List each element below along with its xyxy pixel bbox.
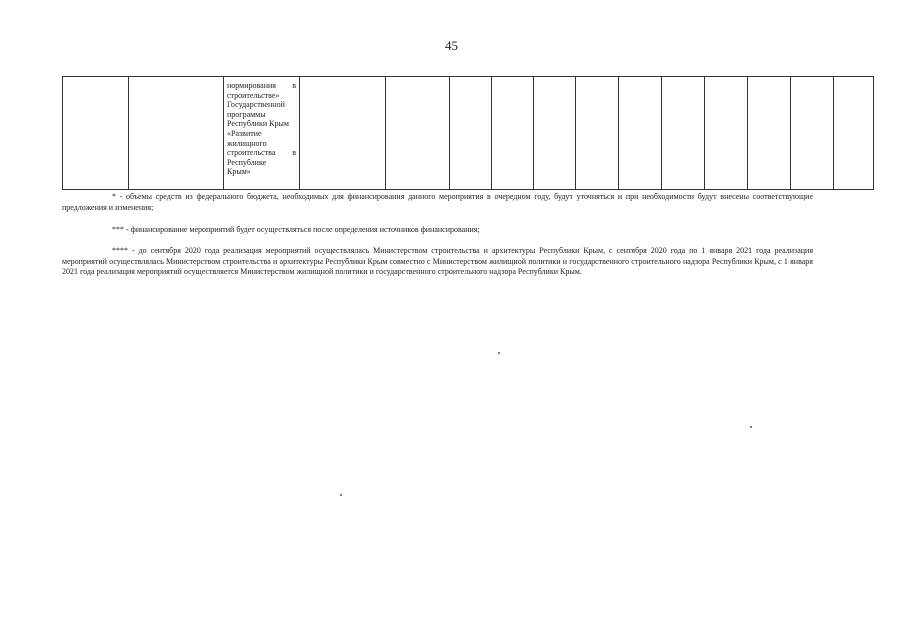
description-line xyxy=(227,91,296,101)
table-cell xyxy=(63,77,129,190)
table-cell xyxy=(534,77,576,190)
description-word: программы xyxy=(227,109,266,119)
description-line xyxy=(227,81,296,91)
description-word: в xyxy=(292,148,296,158)
measure-description-cell xyxy=(224,77,300,190)
description-line xyxy=(227,158,296,168)
table-cell xyxy=(619,77,662,190)
description-word: «Развитие xyxy=(227,128,262,138)
table-cell xyxy=(791,77,834,190)
description-word: строительства xyxy=(227,148,276,158)
table-cell xyxy=(129,77,224,190)
description-word: Крым» xyxy=(227,167,251,177)
table-cell xyxy=(834,77,874,190)
scan-speck xyxy=(498,352,500,354)
description-word: Республике xyxy=(227,157,267,167)
description-word: в xyxy=(292,81,296,90)
scan-speck xyxy=(340,494,342,496)
table-cell xyxy=(386,77,450,190)
description-line xyxy=(227,119,296,129)
description-word: нормирования xyxy=(227,81,276,90)
table-cell xyxy=(300,77,386,190)
footnote-financing xyxy=(62,225,813,236)
description-line xyxy=(227,100,296,110)
description-word: Государственной xyxy=(227,100,285,110)
description-line xyxy=(227,139,296,149)
description-line xyxy=(227,110,296,120)
description-word: жилищного xyxy=(227,138,267,148)
footnote-text: * - объемы средств из федерального бюджета, необходимых для финансирования данного мероприятия в очередном году, будут уточняться и при необходимости будут внесены соответствующие предложения и изменения; xyxy=(62,192,813,212)
description-word: Республики Крым xyxy=(227,119,289,129)
table-cell xyxy=(662,77,705,190)
description-line xyxy=(227,148,296,158)
description-line xyxy=(227,167,296,177)
continuation-table xyxy=(62,76,874,190)
table-cell xyxy=(450,77,492,190)
table-cell xyxy=(492,77,534,190)
footnote-ministry xyxy=(62,246,813,278)
footnote-federal-budget xyxy=(62,192,813,213)
table-row xyxy=(63,77,874,190)
scan-speck xyxy=(750,426,752,428)
footnote-text: **** - до сентября 2020 года реализация мероприятий осуществлялась Министерством строительства и архитектуры Республики Крым, с сентября 2020 года по 1 января 2021 года реализация мероприятий осуществлялась Министерством строительства и архитектуры Республики Крым совместно с Министерством жилищной политики и государственного строительного надзора Республики Крым, с 1 января 2021 года реализация мероприятий осуществляется Министерством жилищной политики и государственного строительного надзора Республики Крым. xyxy=(62,246,813,276)
table-cell xyxy=(705,77,748,190)
footnote-text: *** - финансирование мероприятий будет осуществляться после определения источников финансирования; xyxy=(112,225,480,234)
page-number: 45 xyxy=(445,38,458,53)
table-cell xyxy=(748,77,791,190)
table-cell xyxy=(576,77,619,190)
description-line xyxy=(227,129,296,139)
description-word: строительстве» xyxy=(227,90,280,100)
